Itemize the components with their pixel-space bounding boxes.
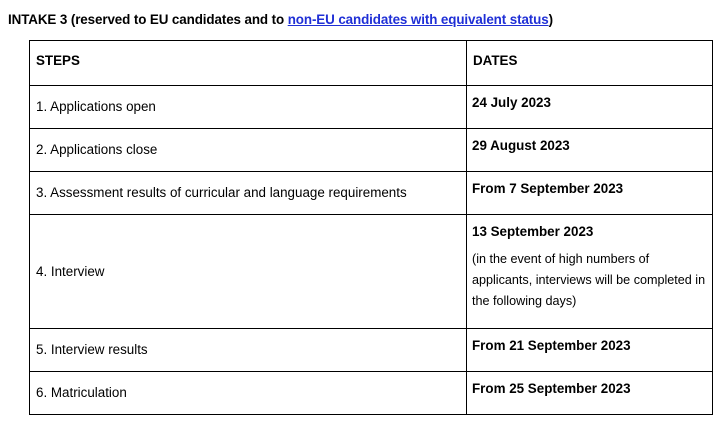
step-cell: 6. Matriculation [30, 372, 467, 415]
dates-header: DATES [467, 41, 713, 86]
step-cell: 1. Applications open [30, 86, 467, 129]
intake-heading-suffix: ) [548, 12, 553, 27]
date-value: 13 September 2023 [472, 224, 594, 239]
schedule-table [29, 40, 713, 415]
intake-heading [8, 12, 553, 27]
table-row [30, 372, 713, 415]
non-eu-status-link[interactable]: non-EU candidates with equivalent status [287, 12, 549, 27]
date-cell: From 21 September 2023 [467, 329, 713, 372]
table-row [30, 86, 713, 129]
interview-note: (in the event of high numbers of applicants, interviews will be completed in the following days) [472, 252, 706, 308]
date-cell: From 7 September 2023 [467, 172, 713, 215]
step-cell: 5. Interview results [30, 329, 467, 372]
table-header-row [30, 41, 713, 86]
date-cell [467, 215, 713, 329]
intake-heading-prefix: INTAKE 3 (reserved to EU candidates and to [8, 12, 288, 27]
date-cell: From 25 September 2023 [467, 372, 713, 415]
table-row [30, 172, 713, 215]
date-cell: 29 August 2023 [467, 129, 713, 172]
table-row [30, 129, 713, 172]
date-cell: 24 July 2023 [467, 86, 713, 129]
table-row [30, 329, 713, 372]
step-cell: 2. Applications close [30, 129, 467, 172]
step-cell: 3. Assessment results of curricular and language requirements [30, 172, 467, 215]
steps-header: STEPS [30, 41, 467, 86]
step-cell: 4. Interview [30, 215, 467, 329]
table-row [30, 215, 713, 329]
